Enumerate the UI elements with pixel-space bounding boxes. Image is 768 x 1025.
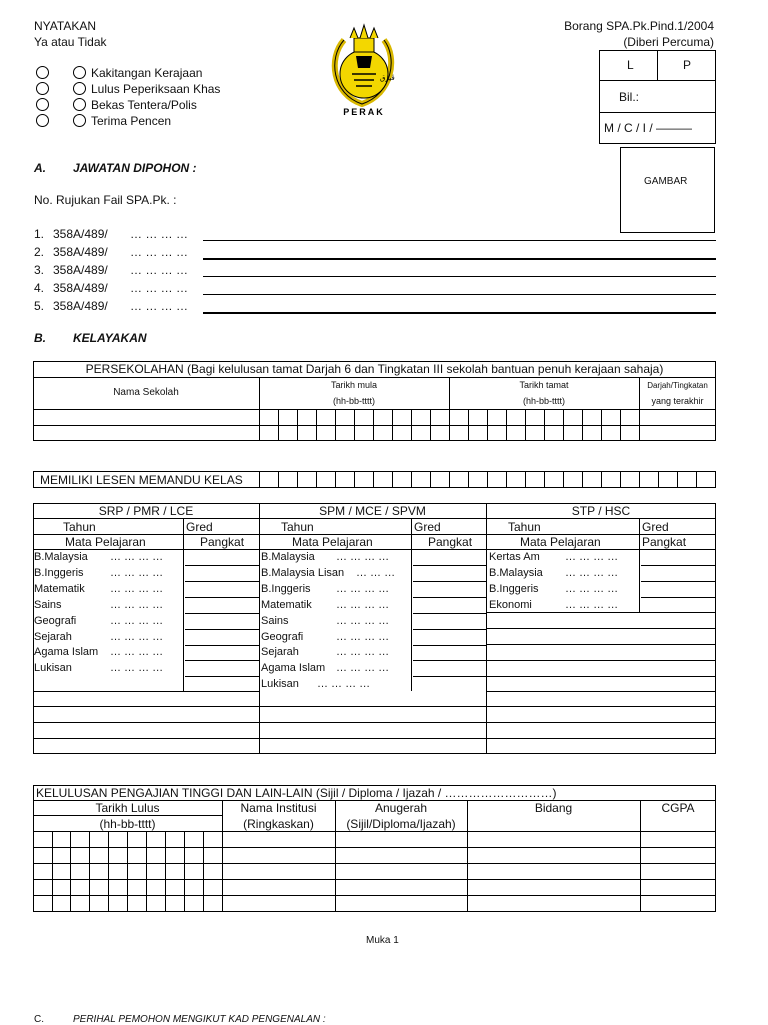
spm-subject: Geografi [261, 631, 304, 643]
page-number: Muka 1 [366, 935, 399, 946]
option-circle-left-3[interactable] [36, 98, 49, 111]
jawatan-line-5[interactable] [203, 312, 716, 314]
row-num: 4. [34, 281, 45, 295]
srp-subject: Matematik [34, 583, 85, 595]
bidang-header: Bidang [534, 801, 573, 815]
row-code: 358A/489/ [53, 263, 108, 277]
stp-pangkat: Pangkat [642, 535, 687, 549]
srp-dots: … … … … [110, 551, 164, 563]
stp-subject: Ekonomi [489, 599, 532, 611]
stp-subject: B.Inggeris [489, 583, 539, 595]
diberi-percuma: (Diberi Percuma) [623, 35, 714, 49]
gambar-label: GAMBAR [644, 176, 688, 187]
srp-dots: … … … … [110, 662, 164, 674]
stp-dots: … … … … [565, 599, 619, 611]
srp-subject: Lukisan [34, 662, 72, 674]
option-circle-left-4[interactable] [36, 114, 49, 127]
row-code: 358A/489/ [53, 299, 108, 313]
spm-subject: Sejarah [261, 646, 299, 658]
jawatan-line-4[interactable] [203, 294, 716, 295]
anugerah-header-2: (Sijil/Diploma/Ijazah) [346, 817, 456, 831]
section-a-letter: A. [34, 161, 46, 175]
spm-dots: … … … … [336, 662, 390, 674]
stp-tahun: Tahun [508, 520, 541, 534]
tarikh-mula-format: (hh-bb-tttt) [332, 396, 375, 406]
srp-gred: Gred [186, 520, 213, 534]
srp-subject: Sejarah [34, 631, 72, 643]
srp-dots: … … … … [110, 646, 164, 658]
darjah-header-2: yang terakhir [651, 396, 704, 406]
section-c-letter: C. [34, 1014, 44, 1025]
borang-code: Borang SPA.Pk.Pind.1/2004 [564, 19, 714, 33]
spm-subject: Matematik [261, 599, 312, 611]
srp-subject: B.Inggeris [34, 567, 84, 579]
spm-subject: Sains [261, 615, 289, 627]
spm-dots: … … … … [336, 599, 390, 611]
spm-gred: Gred [414, 520, 441, 534]
spm-subject: Lukisan [261, 678, 299, 690]
srp-mata: Mata Pelajaran [65, 535, 146, 549]
nama-sekolah-header: Nama Sekolah [113, 387, 179, 398]
row-code: 358A/489/ [53, 281, 108, 295]
spm-title: SPM / MCE / SPVM [319, 504, 426, 518]
jawatan-line-3[interactable] [203, 276, 716, 277]
srp-subject: Sains [34, 599, 62, 611]
section-b-title: KELAYAKAN [73, 331, 147, 345]
spm-subject: Agama Islam [261, 662, 326, 674]
option-label: Kakitangan Kerajaan [91, 66, 203, 80]
tarikh-tamat-header: Tarikh tamat [519, 380, 569, 390]
stp-subject: B.Malaysia [489, 567, 543, 579]
emblem-script: ڤيرق [380, 74, 395, 82]
spm-dots: … … … … [336, 551, 390, 563]
row-num: 2. [34, 245, 45, 259]
option-circle-left-1[interactable] [36, 66, 49, 79]
stp-subject: Kertas Am [489, 551, 540, 563]
row-code: 358A/489/ [53, 227, 108, 241]
option-circle-2[interactable] [73, 82, 86, 95]
srp-dots: … … … … [110, 583, 164, 595]
spm-subject: B.Malaysia [261, 551, 315, 563]
row-code: 358A/489/ [53, 245, 108, 259]
ya-tidak-label: Ya atau Tidak [34, 35, 107, 49]
section-b-letter: B. [34, 331, 46, 345]
row-dots: … … … … [130, 227, 189, 241]
srp-subject: B.Malaysia [34, 551, 88, 563]
option-circle-left-2[interactable] [36, 82, 49, 95]
rujukan-label: No. Rujukan Fail SPA.Pk. : [34, 193, 177, 207]
row-dots: … … … … [130, 245, 189, 259]
stp-mata: Mata Pelajaran [520, 535, 601, 549]
spm-dots: … … … … [336, 631, 390, 643]
spm-dots: … … … … [317, 678, 371, 690]
stp-dots: … … … … [565, 551, 619, 563]
row-num: 5. [34, 299, 45, 313]
persekolahan-heading: PERSEKOLAHAN (Bagi kelulusan tamat Darjah 6 dan Tingkatan III sekolah bantuan penuh kerajaan sahaja) [85, 362, 664, 376]
tarikh-mula-header: Tarikh mula [330, 380, 377, 390]
darjah-header: Darjah/Tingkatan [647, 381, 708, 390]
spm-mata: Mata Pelajaran [292, 535, 373, 549]
option-circle-4[interactable] [73, 114, 86, 127]
option-label: Bekas Tentera/Polis [91, 98, 197, 112]
institusi-header-2: (Ringkaskan) [243, 817, 314, 831]
anugerah-header: Anugerah [374, 801, 428, 815]
institusi-header: Nama Institusi [240, 801, 317, 815]
spm-dots: … … … … [336, 583, 390, 595]
nyatakan-label: NYATAKAN [34, 19, 97, 33]
lesen-label: MEMILIKI LESEN MEMANDU KELAS [40, 473, 243, 487]
srp-title: SRP / PMR / LCE [98, 504, 194, 518]
office-l: L [627, 58, 634, 72]
row-dots: … … … … [130, 263, 189, 277]
stp-title: STP / HSC [571, 504, 631, 518]
photo-box[interactable] [620, 147, 715, 233]
option-label: Terima Pencen [91, 114, 172, 128]
spm-subject: B.Malaysia Lisan [261, 567, 345, 579]
row-num: 3. [34, 263, 45, 277]
tarikh-tamat-format: (hh-bb-tttt) [522, 396, 565, 406]
office-bil: Bil.: [619, 90, 640, 104]
spm-dots: … … … [356, 567, 396, 579]
tarikh-lulus-format: (hh-bb-tttt) [99, 817, 156, 831]
section-a-title: JAWATAN DIPOHON : [73, 161, 197, 175]
perak-emblem-icon [326, 22, 402, 122]
srp-dots: … … … … [110, 631, 164, 643]
srp-dots: … … … … [110, 567, 164, 579]
srp-pangkat: Pangkat [200, 535, 245, 549]
srp-tahun: Tahun [63, 520, 96, 534]
stp-gred: Gred [642, 520, 669, 534]
spm-pangkat: Pangkat [428, 535, 473, 549]
option-label: Lulus Peperiksaan Khas [91, 82, 221, 96]
cgpa-header: CGPA [661, 801, 695, 815]
jawatan-line-2[interactable] [203, 258, 716, 260]
spm-subject: B.Inggeris [261, 583, 311, 595]
tinggi-heading: KELULUSAN PENGAJIAN TINGGI DAN LAIN-LAIN (Sijil / Diploma / Ijazah / ………………………) [36, 786, 557, 800]
option-circle-3[interactable] [73, 98, 86, 111]
stp-dots: … … … … [565, 567, 619, 579]
jawatan-line-1[interactable] [203, 240, 716, 241]
office-p: P [683, 58, 692, 72]
row-dots: … … … … [130, 299, 189, 313]
stp-dots: … … … … [565, 583, 619, 595]
srp-subject: Agama Islam [34, 646, 99, 658]
section-c-title: PERIHAL PEMOHON MENGIKUT KAD PENGENALAN : [73, 1014, 326, 1025]
spm-tahun: Tahun [281, 520, 314, 534]
tarikh-lulus-header: Tarikh Lulus [95, 801, 160, 815]
srp-dots: … … … … [110, 615, 164, 627]
option-circle-1[interactable] [73, 66, 86, 79]
srp-subject: Geografi [34, 615, 77, 627]
row-num: 1. [34, 227, 45, 241]
row-dots: … … … … [130, 281, 189, 295]
srp-dots: … … … … [110, 599, 164, 611]
office-mci: M / C / I / ——— [604, 121, 693, 135]
emblem-text: PERAK [343, 107, 385, 117]
spm-dots: … … … … [336, 615, 390, 627]
spm-dots: … … … … [336, 646, 390, 658]
